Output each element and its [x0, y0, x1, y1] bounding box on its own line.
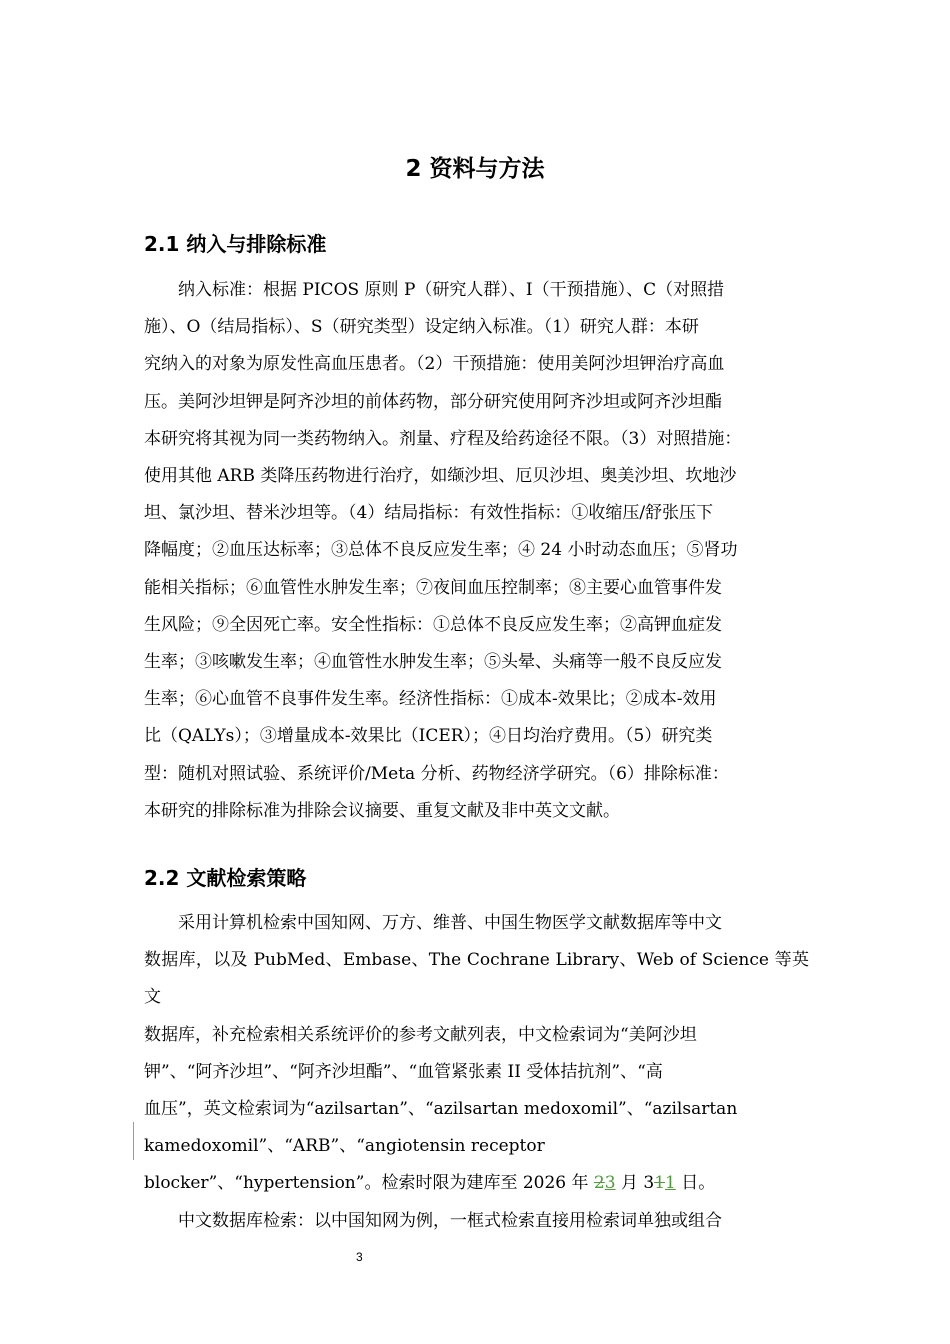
text-line: 比（QALYs）；③增量成本-效果比（ICER）；④日均治疗费用。（5）研究类	[144, 726, 713, 747]
inserted-month-digit: 3	[604, 1173, 616, 1194]
revised-text-line	[144, 1165, 809, 1202]
text-line: 降幅度；②血压达标率；③总体不良反应发生率；④ 24 小时动态血压；⑤肾功	[144, 540, 738, 561]
text-line: 生率；⑥心血管不良事件发生率。经济性指标：①成本-效果比；②成本-效用	[144, 689, 717, 710]
text-line: 生风险；⑨全因死亡率。安全性指标：①总体不良反应发生率；②高钾血症发	[144, 614, 722, 635]
inserted-day-digit: 1	[665, 1173, 676, 1194]
section-heading-2-1: 2.1 纳入与排除标准	[144, 232, 327, 256]
text-line: 压。美阿沙坦钾是阿齐沙坦的前体药物，部分研究使用阿齐沙坦或阿齐沙坦酯	[144, 391, 722, 412]
section-2-2-paragraph	[144, 905, 809, 1240]
deleted-month-digit: 2	[593, 1173, 605, 1194]
text-line: 数据库，补充检索相关系统评价的参考文献列表，中文检索词为“美阿沙坦	[144, 1024, 697, 1045]
text-line: 究纳入的对象为原发性高血压患者。（2）干预措施：使用美阿沙坦钾治疗高血	[144, 354, 725, 375]
revised-line-start: blocker”、“hypertension”。检索时限为建库至 2026 年	[144, 1173, 594, 1194]
text-line: 血压”，英文检索词为“azilsartan”、“azilsartan medoxomil”、“azilsartan	[144, 1099, 738, 1120]
deleted-day-digit: 1	[654, 1173, 666, 1194]
text-line: kamedoxomil”、“ARB”、“angiotensin receptor	[144, 1136, 545, 1157]
text-line: 纳入标准：根据 PICOS 原则 P（研究人群）、I（干预措施）、C（对照措	[178, 280, 725, 300]
text-line: 坦、氯沙坦、替米沙坦等。（4）结局指标：有效性指标：①收缩压/舒张压下	[144, 503, 714, 524]
page-number: 3	[356, 1250, 363, 1264]
text-line: 本研究的排除标准为排除会议摘要、重复文献及非中英文文献。	[144, 800, 620, 821]
text-line: 型：随机对照试验、系统评价/Meta 分析、药物经济学研究。（6）排除标准：	[144, 763, 729, 784]
text-line: 中文数据库检索：以中国知网为例，一框式检索直接用检索词单独或组合	[178, 1210, 722, 1231]
change-bar	[133, 1122, 134, 1160]
text-line: 钾”、“阿齐沙坦”、“阿齐沙坦酯”、“血管紧张素 II 受体拮抗剂”、“高	[144, 1061, 663, 1082]
text-line: 生率；③咳嗽发生率；④血管性水肿发生率；⑤头晕、头痛等一般不良反应发	[144, 652, 722, 673]
text-line: 数据库，以及 PubMed、Embase、The Cochrane Library、Web of Science 等英文	[144, 950, 809, 1008]
text-line: 施）、O（结局指标）、S（研究类型）设定纳入标准。（1）研究人群：本研	[144, 317, 699, 338]
revised-line-end: 日。	[675, 1173, 716, 1194]
section-heading-2-2: 2.2 文献检索策略	[144, 866, 307, 890]
text-line: 能相关指标；⑥血管性水肿发生率；⑦夜间血压控制率；⑧主要心血管事件发	[144, 577, 722, 598]
text-line: 本研究将其视为同一类药物纳入。剂量、疗程及给药途径不限。（3）对照措施：	[144, 428, 742, 449]
text-line: 使用其他 ARB 类降压药物进行治疗，如缬沙坦、厄贝沙坦、奥美沙坦、坎地沙	[144, 466, 737, 487]
text-line: 采用计算机检索中国知网、万方、维普、中国生物医学文献数据库等中文	[178, 913, 722, 933]
chapter-title: 2 资料与方法	[405, 156, 545, 182]
revised-line-middle: 月 3	[615, 1173, 655, 1194]
section-2-1-paragraph	[144, 272, 809, 830]
